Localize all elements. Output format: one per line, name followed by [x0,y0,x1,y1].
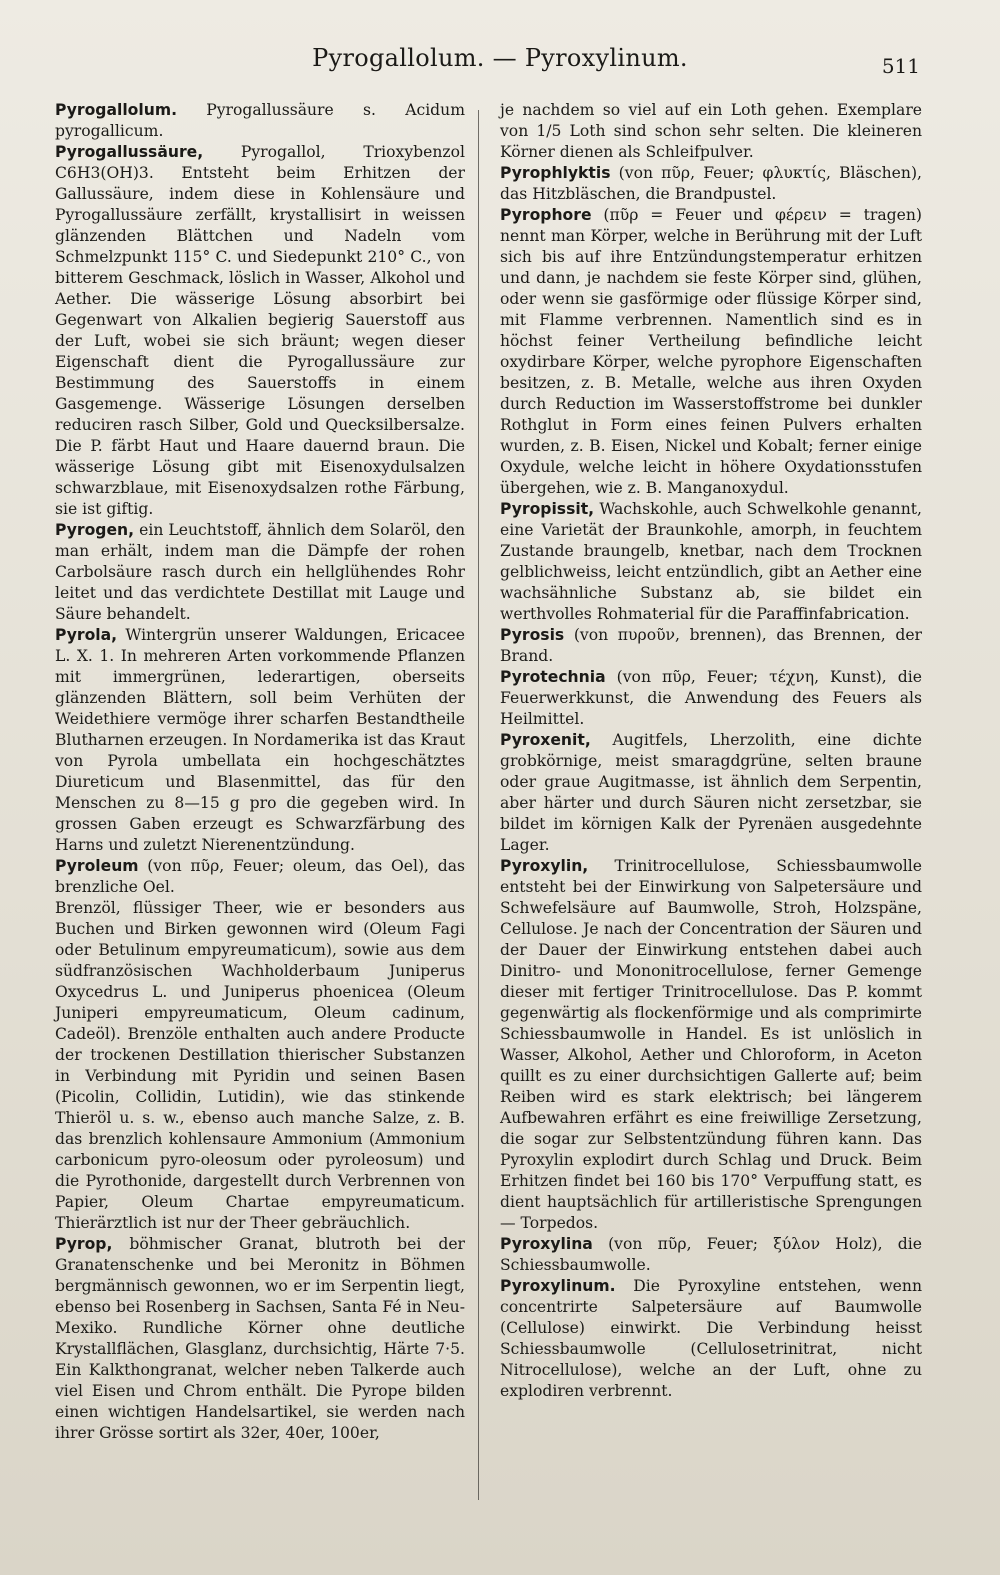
entry-headword: Pyroleum [55,857,139,875]
page-number: 511 [881,54,920,78]
dictionary-entry [500,667,922,730]
entry-text: Pyrogallol, Trioxybenzol C6H3(OH)3. Entsteht beim Erhitzen der Gallussäure, indem diese in Kohlensäure und Pyrogallussäure zerfällt, krystallisirt in weissen glänzenden Blättchen und Nadeln vom Schmelzpunkt 115° C. und Siedepunkt 210° C., von bitterem Geschmack, löslich in Wasser, Alkohol und Aether. Die wässerige Lösung absorbirt bei Gegenwart von Alkalien begierig Sauerstoff aus der Luft, wobei sie sich bräunt; wegen dieser Eigenschaft dient die Pyrogallussäure zur Bestimmung des Sauerstoffs in einem Gasgemenge. Wässerige Lösungen derselben reduciren rasch Silber, Gold und Quecksilbersalze. Die P. färbt Haut und Haare dauernd braun. Die wässerige Lösung gibt mit Eisenoxydulsalzen schwarzblaue, mit Eisenoxydsalzen rothe Färbung, sie ist giftig. [55,143,465,518]
column-divider [478,110,479,1500]
right-column [500,100,922,1402]
entry-text: Wachskohle, auch Schwelkohle genannt, eine Varietät der Braunkohle, amorph, in feuchtem Zustande braungelb, knetbar, nach dem Trocknen gelblichweiss, leicht entzündlich, gibt an Aether eine wachsähnliche Substanz ab, sie bildet ein werthvolles Rohmaterial für die Paraffinfabrication. [500,500,922,623]
dictionary-entry [55,856,465,898]
dictionary-entry [500,205,922,499]
dictionary-entry [500,1276,922,1402]
dictionary-entry [55,520,465,625]
running-title: Pyrogallolum. — Pyroxylinum. [312,44,688,72]
entry-headword: Pyrogallussäure, [55,143,204,161]
dictionary-entry [500,499,922,625]
entry-headword: Pyrotechnia [500,668,606,686]
dictionary-entry [55,625,465,856]
entry-text: böhmischer Granat, blutroth bei der Granatenschenke und bei Meronitz in Böhmen bergmännisch gewonnen, wo er im Serpentin liegt, ebenso bei Rosenberg in Sachsen, Santa Fé in Neu-Mexiko. Rundliche Körner ohne deutliche Krystallflächen, Glasglanz, durchsichtig, Härte 7·5. Ein Kalkthongranat, welcher neben Talkerde auch viel Eisen und Chrom enthält. Die Pyrope bilden einen wichtigen Handelsartikel, sie werden nach ihrer Grösse sortirt als 32er, 40er, 100er, [55,1235,465,1442]
entry-text: Trinitrocellulose, Schiessbaumwolle entsteht bei der Einwirkung von Salpetersäure und Schwefelsäure auf Baumwolle, Stroh, Holzspäne, Cellulose. Je nach der Concentration der Säuren und der Dauer der Einwirkung entstehen dabei auch Dinitro- und Mononitrocellulose, ferner Gemenge dieser mit fertiger Trinitrocellulose. Das P. kommt gegenwärtig als flockenförmige und als comprimirte Schiessbaumwolle in Handel. Es ist unlöslich in Wasser, Alkohol, Aether und Chloroform, in Aceton quillt es zu einer durchsichtigen Gallerte auf; beim Reiben wird es stark elektrisch; bei längerem Aufbewahren erfährt es eine freiwillige Zersetzung, die sogar zur Selbstentzündung führen kann. Das Pyroxylin explodirt durch Schlag und Druck. Beim Erhitzen findet bei 160 bis 170° Verpuffung statt, es dient hauptsächlich für artilleristische Sprengungen — Torpedos. [500,857,922,1232]
entry-headword: Pyroxylinum. [500,1277,616,1295]
left-column [55,100,465,1444]
entry-text: (von πῦρ, Feuer; φλυκτίς, Bläschen), das Hitzbläschen, die Brandpustel. [500,164,922,203]
entry-text: ein Leuchtstoff, ähnlich dem Solaröl, den man erhält, indem man die Dämpfe der rohen Carbolsäure rasch durch ein hellglühendes Rohr leitet und das verdichtete Destillat mit Lauge und Säure behandelt. [55,521,465,623]
dictionary-entry [55,898,465,1234]
entry-headword: Pyrogallolum. [55,101,177,119]
entry-headword: Pyroxenit, [500,731,591,749]
entry-text: je nachdem so viel auf ein Loth gehen. Exemplare von 1/5 Loth sind schon sehr selten. Die kleineren Körner dienen als Schleifpulver. [500,101,922,161]
entry-text: (von πῦρ, Feuer; ξύλον Holz), die Schiessbaumwolle. [500,1235,922,1274]
entry-text: (von πῦρ, Feuer; τέχνη, Kunst), die Feuerwerkkunst, die Anwendung des Feuers als Heilmittel. [500,668,922,728]
dictionary-entry [55,100,465,142]
entry-text: Die Pyroxyline entstehen, wenn concentrirte Salpetersäure auf Baumwolle (Cellulose) einwirkt. Die Verbindung heisst Schiessbaumwolle (Cellulosetrinitrat, nicht Nitrocellulose), welche an der Luft, ohne zu explodiren verbrennt. [500,1277,922,1400]
entry-text: (πῦρ = Feuer und φέρειν = tragen) nennt man Körper, welche in Berührung mit der Luft sich bis auf ihre Entzündungstemperatur erhitzen und dann, je nachdem sie feste Körper sind, glühen, oder wenn sie gasförmige oder flüssige Körper sind, mit Flamme verbrennen. Namentlich sind es in höchst feiner Vertheilung befindliche leicht oxydirbare Körper, welche pyrophore Eigenschaften besitzen, z. B. Metalle, welche aus ihren Oxyden durch Reduction im Wasserstoffstrome bei dunkler Rothglut in Form eines feinen Pulvers erhalten wurden, z. B. Eisen, Nickel und Kobalt; ferner einige Oxydule, welche leicht in höhere Oxydationsstufen übergehen, wie z. B. Manganoxydul. [500,206,922,497]
page-header [0,44,1000,84]
entry-text: Brenzöl, flüssiger Theer, wie er besonders aus Buchen und Birken gewonnen wird (Oleum Fagi oder Betulinum empyreumaticum), sowie aus dem südfranzösischen Wachholderbaum Juniperus Oxycedrus L. und Juniperus phoenicea (Oleum Juniperi empyreumaticum, Oleum cadinum, Cadeöl). Brenzöle enthalten auch andere Producte der trockenen Destillation thierischer Substanzen in Verbindung mit Pyridin und seinen Basen (Picolin, Collidin, Lutidin), wie das stinkende Thieröl u. s. w., ebenso auch manche Salze, z. B. das brenzlich kohlensaure Ammonium (Ammonium carbonicum pyro-oleosum oder pyroleosum) und die Pyrothonide, dargestellt durch Verbrennen von Papier, Oleum Chartae empyreumaticum. Thierärztlich ist nur der Theer gebräuchlich. [55,899,465,1232]
dictionary-entry [500,856,922,1234]
dictionary-entry [500,1234,922,1276]
entry-headword: Pyropissit, [500,500,595,518]
entry-text: Pyrogallussäure s. Acidum pyrogallicum. [55,101,465,140]
entry-headword: Pyrosis [500,626,565,644]
entry-text: (von πυροῦν, brennen), das Brennen, der Brand. [500,626,922,665]
dictionary-entry [55,142,465,520]
entry-text: Wintergrün unserer Waldungen, Ericacee L. X. 1. In mehreren Arten vorkommende Pflanzen mit immergrünen, lederartigen, oberseits glänzenden Blättern, soll beim Verhüten der Weidethiere vermöge ihrer scharfen Bestandtheile Blutharnen erzeugen. In Nordamerika ist das Kraut von Pyrola umbellata ein hochgeschätztes Diureticum und Blasenmittel, das für den Menschen zu 8—15 g pro die gegeben wird. In grossen Gaben erzeugt es Schwarzfärbung des Harns und zuletzt Nierenentzündung. [55,626,465,854]
entry-headword: Pyroxylina [500,1235,593,1253]
dictionary-entry [500,730,922,856]
entry-text: Augitfels, Lherzolith, eine dichte grobkörnige, meist smaragdgrüne, selten braune oder graue Augitmasse, ist ähnlich dem Serpentin, aber härter und durch Säuren nicht zersetzbar, sie bildet im körnigen Kalk der Pyrenäen ausgedehnte Lager. [500,731,922,854]
dictionary-entry [500,100,922,163]
entry-headword: Pyroxylin, [500,857,589,875]
entry-headword: Pyrophlyktis [500,164,611,182]
entry-headword: Pyrop, [55,1235,113,1253]
dictionary-entry [500,163,922,205]
dictionary-entry [55,1234,465,1444]
entry-headword: Pyrola, [55,626,118,644]
entry-text: (von πῦρ, Feuer; oleum, das Oel), das brenzliche Oel. [55,857,465,896]
entry-headword: Pyrophore [500,206,592,224]
entry-headword: Pyrogen, [55,521,135,539]
dictionary-entry [500,625,922,667]
